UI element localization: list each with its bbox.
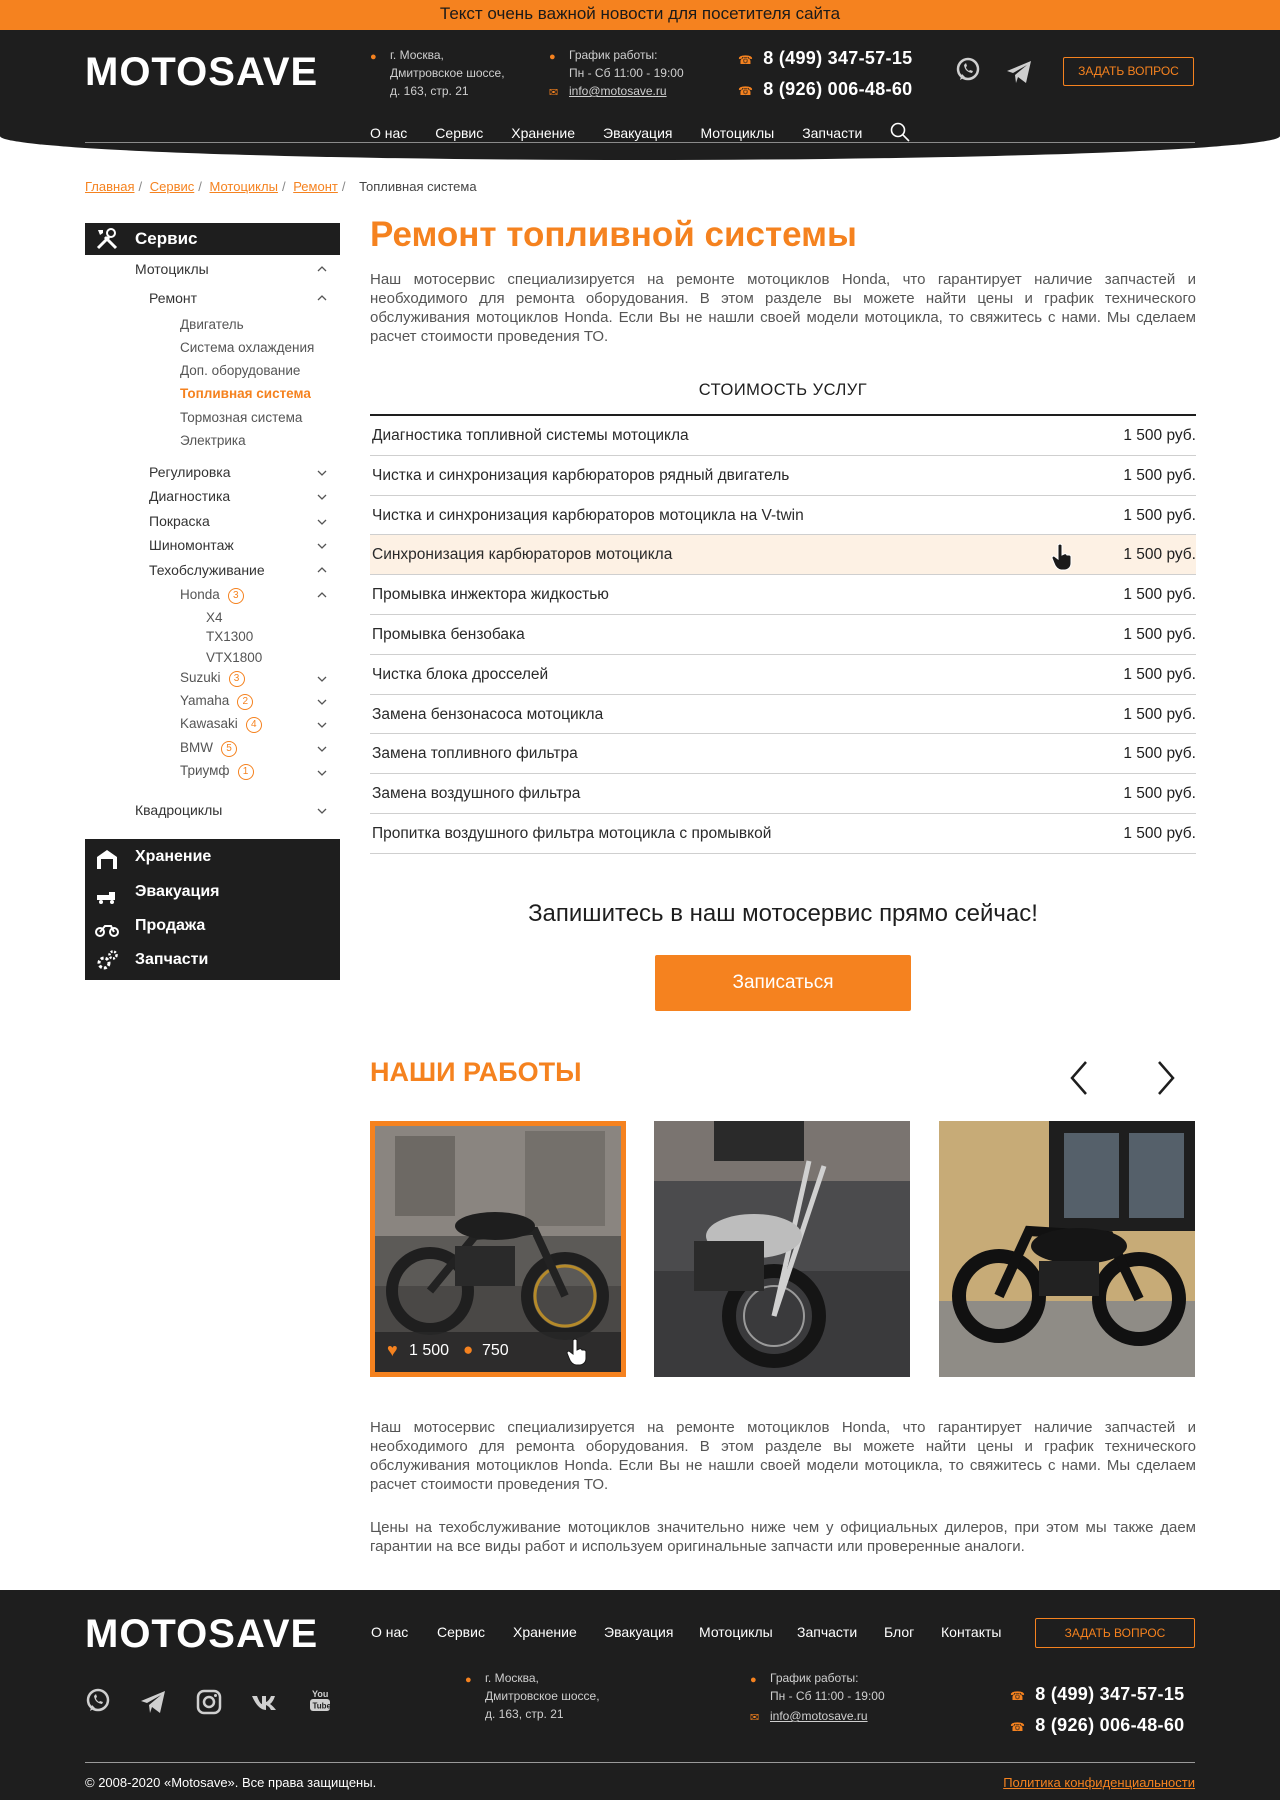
phone-icon: ☎ xyxy=(1010,1689,1026,1703)
sidebar-model-vtx1800[interactable]: VTX1800 xyxy=(206,650,263,665)
page-title: Ремонт топливной системы xyxy=(370,215,857,254)
instagram-icon[interactable] xyxy=(195,1688,223,1716)
phone-icon: ☎ xyxy=(738,84,754,98)
chevron-left-icon[interactable] xyxy=(1064,1058,1094,1098)
breadcrumb-link-motorcycles[interactable]: Мотоциклы xyxy=(209,179,278,194)
sidebar-model-x4[interactable]: X4 xyxy=(206,610,223,625)
site-footer xyxy=(0,1590,1280,1800)
price-table-title: СТОИМОСТЬ УСЛУГ xyxy=(698,381,868,399)
site-header xyxy=(0,30,1280,160)
footer-divider xyxy=(85,1762,1195,1763)
chevron-right-icon[interactable] xyxy=(1151,1058,1181,1098)
copyright: © 2008-2020 «Motosave». Все права защищены. xyxy=(85,1775,377,1790)
header-phone-2[interactable]: ☎ 8 (926) 006-48-60 xyxy=(738,79,913,99)
footer-nav-service[interactable]: Сервис xyxy=(437,1624,485,1640)
count-badge: 3 xyxy=(229,671,245,687)
chevron-down-icon[interactable] xyxy=(317,806,327,816)
chevron-down-icon[interactable] xyxy=(317,517,327,527)
count-badge: 1 xyxy=(238,764,254,780)
motorcycle-photo xyxy=(939,1121,1195,1377)
whatsapp-icon[interactable] xyxy=(84,1687,112,1715)
whatsapp-icon[interactable] xyxy=(954,56,982,84)
work-card[interactable] xyxy=(939,1121,1195,1377)
tools-icon xyxy=(95,227,119,251)
sidebar-item-tires[interactable]: Шиномонтаж xyxy=(149,537,234,553)
breadcrumb-link-service[interactable]: Сервис xyxy=(149,179,195,194)
chevron-down-icon[interactable] xyxy=(317,720,327,730)
footer-phone-1[interactable]: ☎ 8 (499) 347-57-15 xyxy=(1010,1684,1185,1704)
cta-text: Запишитесь в наш мотосервис прямо сейчас! xyxy=(528,900,1038,927)
sidebar-brand-triumph[interactable]: Триумф 1 xyxy=(180,763,254,780)
footer-phone-2[interactable]: ☎ 8 (926) 006-48-60 xyxy=(1010,1715,1185,1735)
table-row[interactable]: Диагностика топливной системы мотоцикла 1 500 руб. xyxy=(370,416,1196,456)
header-divider xyxy=(85,142,1195,143)
table-row[interactable]: Замена воздушного фильтра 1 500 руб. xyxy=(370,774,1196,814)
sidebar-brand-yamaha[interactable]: Yamaha 2 xyxy=(180,693,253,710)
footer-nav-about[interactable]: О нас xyxy=(371,1624,409,1640)
gears-icon xyxy=(95,949,119,973)
chevron-down-icon[interactable] xyxy=(317,674,327,684)
table-row[interactable]: Замена топливного фильтра 1 500 руб. xyxy=(370,734,1196,774)
sidebar-section-storage[interactable]: Хранение xyxy=(135,848,212,865)
nav-item-storage[interactable]: Хранение xyxy=(511,125,576,141)
breadcrumb-link-repair[interactable]: Ремонт xyxy=(293,179,338,194)
footer-nav-motorcycles[interactable]: Мотоциклы xyxy=(699,1624,773,1640)
search-icon[interactable] xyxy=(890,122,910,142)
works-title: НАШИ РАБОТЫ xyxy=(370,1057,582,1087)
breadcrumb-link-home[interactable]: Главная xyxy=(85,179,135,194)
footer-nav-evacuation[interactable]: Эвакуация xyxy=(604,1624,674,1640)
sidebar-item-brakes[interactable]: Тормозная система xyxy=(180,410,303,425)
motorcycle-photo xyxy=(654,1121,910,1377)
footer-nav-blog[interactable]: Блог xyxy=(884,1624,915,1640)
footer-logo[interactable]: MOTOSAVE xyxy=(85,1612,319,1656)
outro-text-2: Цены на техобслуживание мотоциклов значительно ниже чем у официальных дилеров, при этом мы также даем гарантии на все виды работ и используем оригинальные запчасти или проверенные аналоги. xyxy=(370,1519,1196,1555)
chevron-up-icon[interactable] xyxy=(317,590,327,600)
mail-icon: ✉ xyxy=(549,87,559,99)
sidebar-item-adjustment[interactable]: Регулировка xyxy=(149,464,231,480)
sidebar-item-electrics[interactable]: Электрика xyxy=(180,433,246,448)
footer-nav-contacts[interactable]: Контакты xyxy=(941,1624,1002,1640)
chevron-up-icon[interactable] xyxy=(317,264,327,274)
sidebar-item-maintenance[interactable]: Техобслуживание xyxy=(149,562,265,578)
vk-icon[interactable] xyxy=(250,1688,278,1716)
header-email-link[interactable]: info@motosave.ru xyxy=(569,84,667,98)
table-row[interactable]: Пропитка воздушного фильтра мотоцикла с промывкой 1 500 руб. xyxy=(370,814,1196,854)
telegram-icon[interactable] xyxy=(1005,58,1033,86)
nav-item-motorcycles[interactable]: Мотоциклы xyxy=(700,125,775,141)
outro-text-1: Наш мотосервис специализируется на ремонте мотоциклов Honda, что гарантирует наличие запчастей и необходимого для ремонта оборудования. В этом разделе вы можете найти цены и график технического обслуживания мотоциклов Honda. Если Вы не нашли своей модели мотоцикла, то свяжитесь с нами. Мы сделаем расчет стоимости проведения ТО. xyxy=(370,1419,1196,1493)
footer-hours: ● График работы: Пн - Сб 11:00 - 19:00 info@motosave.ru ✉ xyxy=(750,1669,885,1725)
work-card[interactable] xyxy=(370,1121,626,1377)
table-row[interactable]: Промывка инжектора жидкостью 1 500 руб. xyxy=(370,575,1196,615)
footer-email-link[interactable]: info@motosave.ru xyxy=(770,1709,868,1723)
clock-icon: ● xyxy=(549,51,556,63)
price-table xyxy=(370,414,1196,854)
chevron-up-icon[interactable] xyxy=(317,293,327,303)
table-row[interactable]: Чистка и синхронизация карбюраторов рядный двигатель 1 500 руб. xyxy=(370,456,1196,496)
chevron-down-icon[interactable] xyxy=(317,492,327,502)
clock-icon: ● xyxy=(750,1674,757,1686)
header-hours: ● График работы: Пн - Сб 11:00 - 19:00 info@motosave.ru ✉ xyxy=(549,46,684,100)
count-badge: 5 xyxy=(221,741,237,757)
tow-truck-icon xyxy=(95,883,119,907)
sidebar-item-repair[interactable]: Ремонт xyxy=(149,290,198,306)
footer-nav-storage[interactable]: Хранение xyxy=(513,1624,577,1640)
phone-icon: ☎ xyxy=(1010,1720,1026,1734)
sidebar-service-head[interactable]: Сервис xyxy=(85,223,340,255)
comment-icon[interactable]: ● xyxy=(463,1340,474,1359)
header-phone-1[interactable]: ☎ 8 (499) 347-57-15 xyxy=(738,48,913,68)
garage-icon xyxy=(95,847,119,871)
chevron-down-icon[interactable] xyxy=(317,697,327,707)
comments-count: 750 xyxy=(482,1342,509,1359)
announcement-bar: Текст очень важной новости для посетителя сайта xyxy=(0,0,1280,30)
location-pin-icon: ● xyxy=(465,1674,472,1686)
motorcycle-icon xyxy=(95,916,119,940)
count-badge: 3 xyxy=(228,588,244,604)
card-stats-bar xyxy=(375,1332,621,1372)
chevron-down-icon[interactable] xyxy=(317,768,327,778)
svg-text:Tube: Tube xyxy=(312,1701,332,1711)
footer-address: ● г. Москва, Дмитровское шоссе, д. 163, стр. 21 xyxy=(465,1671,600,1721)
nav-item-evacuation[interactable]: Эвакуация xyxy=(603,125,673,141)
breadcrumb: Главная / Сервис / Мотоциклы / Ремонт / Топливная система xyxy=(85,179,477,194)
table-row-hovered[interactable]: Синхронизация карбюраторов мотоцикла 1 500 руб. xyxy=(370,535,1196,575)
sidebar-brand-honda[interactable]: Honda 3 xyxy=(180,587,244,604)
svg-text:You: You xyxy=(312,1689,329,1699)
sidebar-item-extra-equipment[interactable]: Доп. оборудование xyxy=(180,363,301,378)
nav-item-parts[interactable]: Запчасти xyxy=(802,125,863,141)
nav-item-about[interactable]: О нас xyxy=(370,125,408,141)
sidebar-section-parts[interactable]: Запчасти xyxy=(135,951,209,968)
sidebar-item-engine[interactable]: Двигатель xyxy=(180,317,244,332)
privacy-policy-link[interactable]: Политика конфиденциальности xyxy=(1003,1775,1195,1790)
hand-cursor-icon xyxy=(1050,543,1074,571)
signup-button[interactable]: Записаться xyxy=(655,955,911,1011)
breadcrumb-current: Топливная система xyxy=(359,179,477,194)
count-badge: 4 xyxy=(246,717,262,733)
main-nav xyxy=(370,125,890,141)
sidebar-brand-suzuki[interactable]: Suzuki 3 xyxy=(180,670,245,687)
header-ask-button[interactable]: ЗАДАТЬ ВОПРОС xyxy=(1063,57,1194,86)
sidebar-item-painting[interactable]: Покраска xyxy=(149,513,210,529)
telegram-icon[interactable] xyxy=(139,1688,167,1716)
footer-ask-button[interactable]: ЗАДАТЬ ВОПРОС xyxy=(1035,1618,1195,1648)
sidebar-section-sale[interactable]: Продажа xyxy=(135,917,206,934)
sidebar-item-cooling[interactable]: Система охлаждения xyxy=(180,340,315,355)
nav-item-service[interactable]: Сервис xyxy=(435,125,484,141)
count-badge: 2 xyxy=(237,694,253,710)
footer-nav-parts[interactable]: Запчасти xyxy=(797,1624,858,1640)
work-card[interactable] xyxy=(654,1121,910,1377)
phone-icon: ☎ xyxy=(738,53,754,67)
sidebar-brand-kawasaki[interactable]: Kawasaki 4 xyxy=(180,716,262,733)
sidebar-item-motorcycles[interactable]: Мотоциклы xyxy=(135,261,209,277)
intro-text: Наш мотосервис специализируется на ремонте мотоциклов Honda, что гарантирует наличие запчастей и необходимого для ремонта оборудования. В этом разделе вы можете найти цены и график технического обслуживания мотоциклов Honda. Если Вы не нашли своей модели мотоцикла, то свяжитесь с нами. Мы сделаем расчет стоимости проведения ТО. xyxy=(370,271,1196,345)
sidebar-sections xyxy=(85,839,340,980)
likes-count: 1 500 xyxy=(409,1342,450,1359)
sidebar-brand-bmw[interactable]: BMW 5 xyxy=(180,740,237,757)
sidebar-model-tx1300[interactable]: TX1300 xyxy=(206,629,254,644)
youtube-icon[interactable] xyxy=(306,1686,334,1714)
heart-icon[interactable]: ♥ xyxy=(387,1340,398,1360)
chevron-down-icon[interactable] xyxy=(317,541,327,551)
hand-cursor-icon xyxy=(565,1338,589,1366)
table-row[interactable]: Чистка и синхронизация карбюраторов мотоцикла на V-twin 1 500 руб. xyxy=(370,496,1196,536)
sidebar-item-diagnostics[interactable]: Диагностика xyxy=(149,488,231,504)
chevron-up-icon[interactable] xyxy=(317,565,327,575)
mail-icon: ✉ xyxy=(750,1712,760,1724)
table-row[interactable]: Промывка бензобака 1 500 руб. xyxy=(370,615,1196,655)
sidebar-section-evacuation[interactable]: Эвакуация xyxy=(135,883,220,900)
sidebar-item-quads[interactable]: Квадроциклы xyxy=(135,802,223,818)
chevron-down-icon[interactable] xyxy=(317,744,327,754)
sidebar-item-fuel-system[interactable]: Топливная система xyxy=(180,386,311,401)
chevron-down-icon[interactable] xyxy=(317,468,327,478)
location-pin-icon: ● xyxy=(370,51,377,63)
table-row[interactable]: Замена бензонасоса мотоцикла 1 500 руб. xyxy=(370,695,1196,735)
header-address: ● г. Москва, Дмитровское шоссе, д. 163, стр. 21 xyxy=(370,48,505,98)
logo[interactable]: MOTOSAVE xyxy=(85,50,319,94)
table-row[interactable]: Чистка блока дросселей 1 500 руб. xyxy=(370,655,1196,695)
